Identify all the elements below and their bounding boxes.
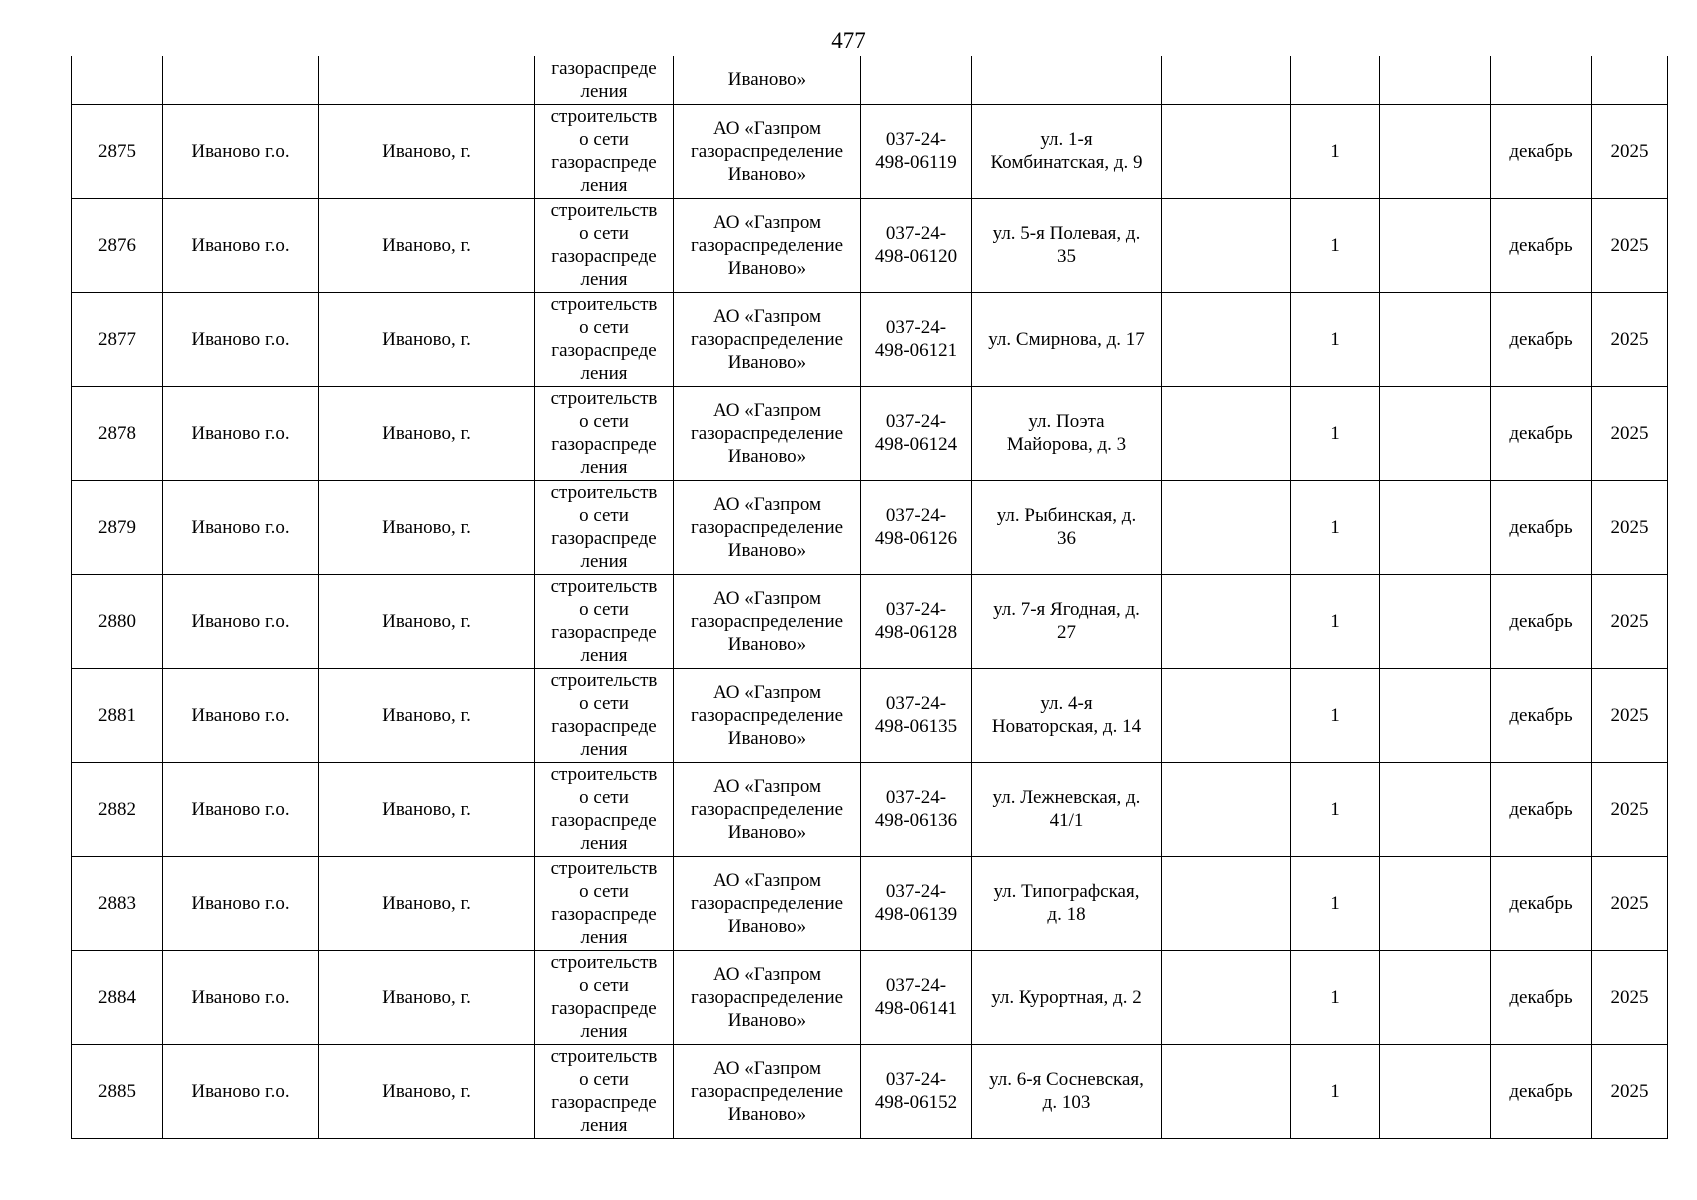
table-row xyxy=(72,668,1668,762)
cell-month: декабрь xyxy=(1491,198,1592,292)
cell-month: декабрь xyxy=(1491,104,1592,198)
cell-year: 2025 xyxy=(1592,386,1668,480)
cell-empty xyxy=(1380,198,1491,292)
cell-locality: Иваново, г. xyxy=(319,668,535,762)
cell-code: 037-24- 498-06139 xyxy=(861,856,972,950)
cell-empty xyxy=(1380,386,1491,480)
cell-empty xyxy=(1380,56,1491,104)
cell-count: 1 xyxy=(1291,668,1380,762)
cell-code: 037-24- 498-06126 xyxy=(861,480,972,574)
cell-year: 2025 xyxy=(1592,574,1668,668)
cell-month: декабрь xyxy=(1491,668,1592,762)
cell-locality: Иваново, г. xyxy=(319,950,535,1044)
cell-district: Иваново г.о. xyxy=(163,856,319,950)
cell-district: Иваново г.о. xyxy=(163,292,319,386)
cell-kind: строительств о сети газораспреде ления xyxy=(535,950,674,1044)
cell-num: 2877 xyxy=(72,292,163,386)
cell-code: 037-24- 498-06141 xyxy=(861,950,972,1044)
cell-address: ул. Рыбинская, д. 36 xyxy=(972,480,1162,574)
cell-month: декабрь xyxy=(1491,762,1592,856)
cell-count: 1 xyxy=(1291,1044,1380,1138)
cell-kind: строительств о сети газораспреде ления xyxy=(535,480,674,574)
cell-address: ул. Типографская, д. 18 xyxy=(972,856,1162,950)
cell-year: 2025 xyxy=(1592,198,1668,292)
gas-network-table xyxy=(71,56,1668,1139)
cell-district: Иваново г.о. xyxy=(163,386,319,480)
cell-locality: Иваново, г. xyxy=(319,574,535,668)
cell-count: 1 xyxy=(1291,762,1380,856)
cell-empty xyxy=(1380,762,1491,856)
cell-operator: АО «Газпром газораспределение Иваново» xyxy=(674,762,861,856)
cell-num: 2882 xyxy=(72,762,163,856)
cell-num: 2881 xyxy=(72,668,163,762)
cell-count: 1 xyxy=(1291,386,1380,480)
cell-locality: Иваново, г. xyxy=(319,198,535,292)
cell-kind: строительств о сети газораспреде ления xyxy=(535,386,674,480)
cell-kind: строительств о сети газораспреде ления xyxy=(535,1044,674,1138)
cell-count: 1 xyxy=(1291,856,1380,950)
cell-num: 2879 xyxy=(72,480,163,574)
cell-kind: строительств о сети газораспреде ления xyxy=(535,668,674,762)
table-row xyxy=(72,292,1668,386)
cell-kind: строительств о сети газораспреде ления xyxy=(535,104,674,198)
cell-locality: Иваново, г. xyxy=(319,1044,535,1138)
cell-empty xyxy=(1162,480,1291,574)
cell-operator: АО «Газпром газораспределение Иваново» xyxy=(674,668,861,762)
cell-address xyxy=(972,56,1162,104)
cell-empty xyxy=(1162,856,1291,950)
cell-operator: АО «Газпром газораспределение Иваново» xyxy=(674,198,861,292)
cell-month: декабрь xyxy=(1491,856,1592,950)
cell-district: Иваново г.о. xyxy=(163,198,319,292)
cell-address: ул. 4-я Новаторская, д. 14 xyxy=(972,668,1162,762)
cell-district: Иваново г.о. xyxy=(163,104,319,198)
cell-kind: строительств о сети газораспреде ления xyxy=(535,856,674,950)
cell-empty xyxy=(1380,856,1491,950)
cell-kind: газораспреде ления xyxy=(535,56,674,104)
table-row xyxy=(72,950,1668,1044)
cell-empty xyxy=(1162,950,1291,1044)
cell-locality: Иваново, г. xyxy=(319,856,535,950)
cell-operator: АО «Газпром газораспределение Иваново» xyxy=(674,856,861,950)
cell-year xyxy=(1592,56,1668,104)
cell-empty xyxy=(1162,574,1291,668)
cell-kind: строительств о сети газораспреде ления xyxy=(535,292,674,386)
cell-district: Иваново г.о. xyxy=(163,1044,319,1138)
cell-district xyxy=(163,56,319,104)
cell-locality: Иваново, г. xyxy=(319,480,535,574)
cell-address: ул. Курортная, д. 2 xyxy=(972,950,1162,1044)
cell-month: декабрь xyxy=(1491,950,1592,1044)
cell-district: Иваново г.о. xyxy=(163,574,319,668)
cell-district: Иваново г.о. xyxy=(163,950,319,1044)
cell-count: 1 xyxy=(1291,104,1380,198)
cell-year: 2025 xyxy=(1592,480,1668,574)
cell-operator: АО «Газпром газораспределение Иваново» xyxy=(674,292,861,386)
table-row xyxy=(72,856,1668,950)
cell-num: 2875 xyxy=(72,104,163,198)
cell-address: ул. 6-я Сосневская, д. 103 xyxy=(972,1044,1162,1138)
cell-empty xyxy=(1380,574,1491,668)
cell-address: ул. 1-я Комбинатская, д. 9 xyxy=(972,104,1162,198)
cell-empty xyxy=(1291,56,1380,104)
cell-empty xyxy=(1162,762,1291,856)
cell-address: ул. Лежневская, д. 41/1 xyxy=(972,762,1162,856)
cell-num: 2883 xyxy=(72,856,163,950)
cell-code: 037-24- 498-06128 xyxy=(861,574,972,668)
cell-count: 1 xyxy=(1291,480,1380,574)
cell-operator: АО «Газпром газораспределение Иваново» xyxy=(674,104,861,198)
cell-year: 2025 xyxy=(1592,668,1668,762)
cell-empty xyxy=(1162,292,1291,386)
cell-code xyxy=(861,56,972,104)
cell-code: 037-24- 498-06124 xyxy=(861,386,972,480)
cell-empty xyxy=(1380,668,1491,762)
cell-empty xyxy=(1380,292,1491,386)
cell-address: ул. 7-я Ягодная, д. 27 xyxy=(972,574,1162,668)
table-row xyxy=(72,574,1668,668)
table-row xyxy=(72,198,1668,292)
cell-count: 1 xyxy=(1291,950,1380,1044)
table-row xyxy=(72,480,1668,574)
cell-district: Иваново г.о. xyxy=(163,480,319,574)
cell-empty xyxy=(1162,386,1291,480)
cell-month xyxy=(1491,56,1592,104)
cell-code: 037-24- 498-06152 xyxy=(861,1044,972,1138)
cell-year: 2025 xyxy=(1592,856,1668,950)
cell-kind: строительств о сети газораспреде ления xyxy=(535,762,674,856)
cell-district: Иваново г.о. xyxy=(163,668,319,762)
cell-num: 2876 xyxy=(72,198,163,292)
cell-code: 037-24- 498-06119 xyxy=(861,104,972,198)
cell-kind: строительств о сети газораспреде ления xyxy=(535,198,674,292)
cell-month: декабрь xyxy=(1491,292,1592,386)
cell-empty xyxy=(1380,950,1491,1044)
cell-operator: АО «Газпром газораспределение Иваново» xyxy=(674,386,861,480)
cell-empty xyxy=(1162,104,1291,198)
cell-empty xyxy=(1380,1044,1491,1138)
page-number: 477 xyxy=(831,28,866,53)
cell-address: ул. Поэта Майорова, д. 3 xyxy=(972,386,1162,480)
cell-year: 2025 xyxy=(1592,1044,1668,1138)
cell-address: ул. 5-я Полевая, д. 35 xyxy=(972,198,1162,292)
cell-district: Иваново г.о. xyxy=(163,762,319,856)
cell-locality: Иваново, г. xyxy=(319,762,535,856)
cell-month: декабрь xyxy=(1491,574,1592,668)
cell-code: 037-24- 498-06120 xyxy=(861,198,972,292)
cell-year: 2025 xyxy=(1592,762,1668,856)
table-row xyxy=(72,762,1668,856)
cell-empty xyxy=(1380,104,1491,198)
cell-month: декабрь xyxy=(1491,1044,1592,1138)
cell-empty xyxy=(1162,1044,1291,1138)
cell-year: 2025 xyxy=(1592,292,1668,386)
cell-month: декабрь xyxy=(1491,386,1592,480)
cell-operator: Иваново» xyxy=(674,56,861,104)
cell-count: 1 xyxy=(1291,198,1380,292)
cell-year: 2025 xyxy=(1592,104,1668,198)
cell-locality: Иваново, г. xyxy=(319,104,535,198)
cell-empty xyxy=(1162,56,1291,104)
cell-code: 037-24- 498-06135 xyxy=(861,668,972,762)
cell-kind: строительств о сети газораспреде ления xyxy=(535,574,674,668)
table-row xyxy=(72,104,1668,198)
cell-locality: Иваново, г. xyxy=(319,292,535,386)
cell-locality xyxy=(319,56,535,104)
table-row xyxy=(72,1044,1668,1138)
cell-empty xyxy=(1162,668,1291,762)
continuation-row xyxy=(72,56,1668,104)
cell-count: 1 xyxy=(1291,574,1380,668)
cell-count: 1 xyxy=(1291,292,1380,386)
cell-operator: АО «Газпром газораспределение Иваново» xyxy=(674,1044,861,1138)
cell-num: 2878 xyxy=(72,386,163,480)
cell-num: 2880 xyxy=(72,574,163,668)
cell-num: 2885 xyxy=(72,1044,163,1138)
table-body xyxy=(72,56,1668,1138)
cell-num: 2884 xyxy=(72,950,163,1044)
cell-operator: АО «Газпром газораспределение Иваново» xyxy=(674,480,861,574)
cell-code: 037-24- 498-06136 xyxy=(861,762,972,856)
cell-operator: АО «Газпром газораспределение Иваново» xyxy=(674,574,861,668)
table-row xyxy=(72,386,1668,480)
cell-year: 2025 xyxy=(1592,950,1668,1044)
cell-address: ул. Смирнова, д. 17 xyxy=(972,292,1162,386)
cell-num xyxy=(72,56,163,104)
cell-locality: Иваново, г. xyxy=(319,386,535,480)
cell-empty xyxy=(1380,480,1491,574)
cell-month: декабрь xyxy=(1491,480,1592,574)
cell-code: 037-24- 498-06121 xyxy=(861,292,972,386)
cell-operator: АО «Газпром газораспределение Иваново» xyxy=(674,950,861,1044)
cell-empty xyxy=(1162,198,1291,292)
